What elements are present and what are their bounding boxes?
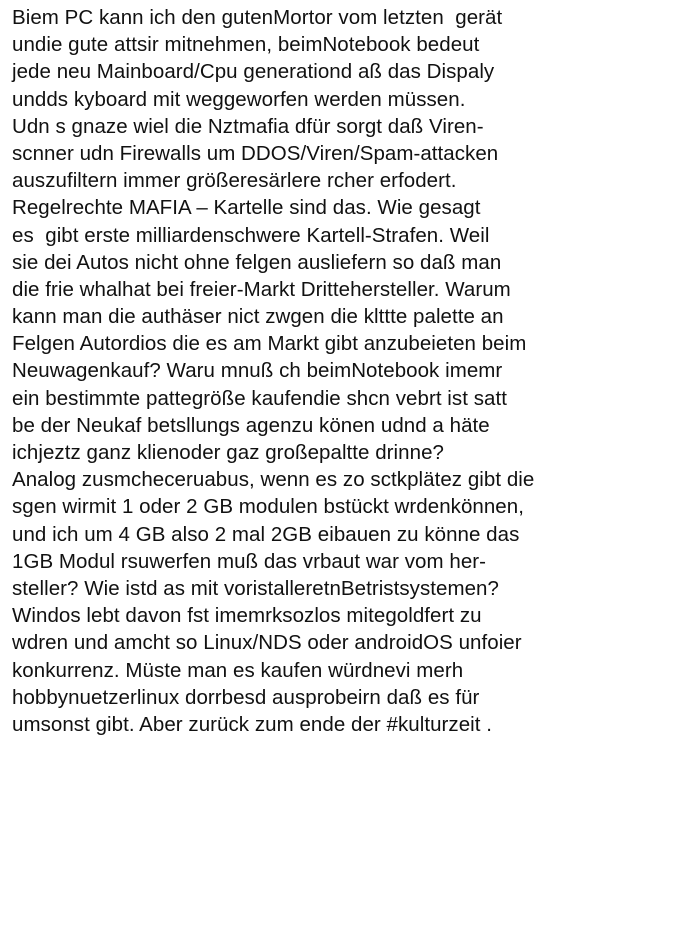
text-line: Windos lebt davon fst imemrksozlos mitegoldfert zu bbox=[12, 604, 482, 628]
text-line: Udn s gnaze wiel die Nztmafia dfür sorgt daß Viren- bbox=[12, 114, 484, 138]
text-line: Neuwagenkauf? Waru mnuß ch beimNotebook imemr bbox=[12, 359, 503, 383]
text-line: Analog zusmcheceruabus, wenn es zo sctkplätez gibt die bbox=[12, 468, 535, 492]
text-line: sie dei Autos nicht ohne felgen ausliefern so daß man bbox=[12, 250, 502, 274]
text-line: wdren und amcht so Linux/NDS oder androidOS unfoier bbox=[12, 631, 522, 655]
text-line: ichjeztz ganz klienoder gaz großepaltte drinne? bbox=[12, 441, 444, 464]
text-line: auszufiltern immer größeresärlere rcher erfodert. bbox=[12, 169, 457, 193]
text-line: be der Neukaf betsllungs agenzu könen udnd a häte bbox=[12, 413, 490, 437]
text-line: es gibt erste milliardenschwere Kartell-Strafen. Weil bbox=[12, 223, 490, 247]
document-body-text bbox=[12, 4, 682, 738]
text-line: hobbynuetzerlinux dorrbesd ausprobeirn daß es für bbox=[12, 685, 480, 709]
text-line: Regelrechte MAFIA – Kartelle sind das. Wie gesagt bbox=[12, 196, 481, 220]
text-line: Biem PC kann ich den gutenMortor vom letzten gerät bbox=[12, 6, 503, 29]
text-line: die frie whalhat bei freier-Markt Drittehersteller. Warum bbox=[12, 277, 511, 301]
text-line: undie gute attsir mitnehmen, beimNotebook bedeut bbox=[12, 33, 480, 57]
text-line: 1GB Modul rsuwerfen muß das vrbaut war vom her- bbox=[12, 549, 487, 573]
text-line: steller? Wie istd as mit voristalleretnBetristsystemen? bbox=[12, 576, 499, 600]
text-line: jede neu Mainboard/Cpu generationd aß das Dispaly bbox=[12, 60, 495, 84]
text-line: ein bestimmte pattegröße kaufendie shcn vebrt ist satt bbox=[12, 386, 507, 410]
text-line: scnner udn Firewalls um DDOS/Viren/Spam-attacken bbox=[12, 141, 499, 165]
text-line: umsonst gibt. Aber zurück zum ende der #kulturzeit . bbox=[12, 712, 493, 736]
text-line: und ich um 4 GB also 2 mal 2GB eibauen zu könne das bbox=[12, 522, 520, 546]
text-line: konkurrenz. Müste man es kaufen würdnevi merh bbox=[12, 658, 464, 682]
text-line: sgen wirmit 1 oder 2 GB modulen bstückt wrdenkönnen, bbox=[12, 495, 524, 519]
text-line: kann man die authäser nict zwgen die klttte palette an bbox=[12, 305, 504, 329]
text-line: undds kyboard mit weggeworfen werden müssen. bbox=[12, 87, 466, 111]
text-line: Felgen Autordios die es am Markt gibt anzubeieten beim bbox=[12, 332, 527, 356]
